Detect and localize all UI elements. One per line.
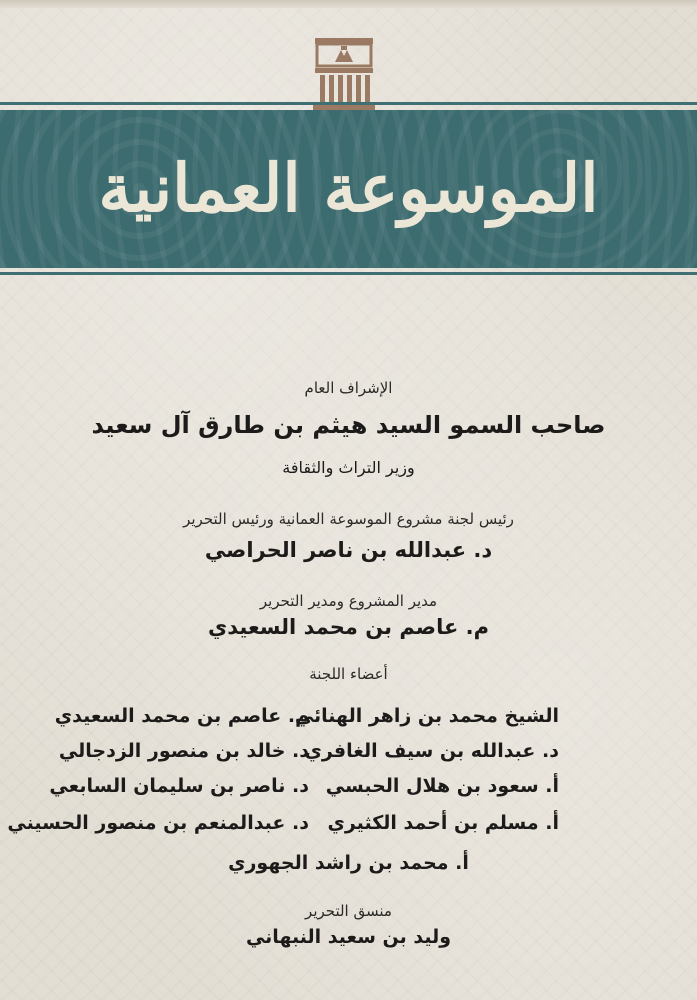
supervisor-name: صاحب السمو السيد هيثم بن طارق آل سعيد: [91, 411, 606, 439]
title-band-rule-bottom: [0, 272, 697, 275]
director-name: م. عاصم بن محمد السعيدي: [208, 615, 489, 639]
chair-name: د. عبدالله بن ناصر الحراصي: [204, 538, 493, 562]
committee-member: د. عبدالمنعم بن منصور الحسيني: [7, 812, 309, 834]
coordinator-label: منسق التحرير: [305, 902, 392, 920]
supervision-label: الإشراف العام: [304, 379, 393, 397]
committee-member: الشيخ محمد بن زاهر الهنائي: [294, 705, 559, 727]
committee-member: أ. مسلم بن أحمد الكثيري: [327, 812, 559, 834]
committee-member: د. خالد بن منصور الزدجالي: [58, 740, 309, 762]
title-band-rule-top: [0, 102, 697, 105]
committee-member: د. عبدالله بن سيف الغافري: [304, 740, 559, 762]
committee-label: أعضاء اللجنة: [309, 665, 388, 683]
director-label: مدير المشروع ومدير التحرير: [259, 592, 438, 610]
committee-member: أ. سعود بن هلال الحبسي: [325, 775, 559, 797]
book-title: الموسوعة العمانية: [98, 149, 599, 227]
committee-member: م. عاصم بن محمد السعيدي: [54, 705, 309, 727]
supervisor-role: وزير التراث والثقافة: [282, 458, 415, 477]
committee-member: أ. محمد بن راشد الجهوري: [228, 852, 469, 874]
chair-label: رئيس لجنة مشروع الموسوعة العمانية ورئيس التحرير: [183, 510, 514, 528]
page-edge: [0, 0, 697, 8]
publisher-logo-icon: [313, 38, 375, 110]
committee-member: د. ناصر بن سليمان السابعي: [49, 775, 309, 797]
coordinator-name: وليد بن سعيد النبهاني: [245, 926, 452, 948]
